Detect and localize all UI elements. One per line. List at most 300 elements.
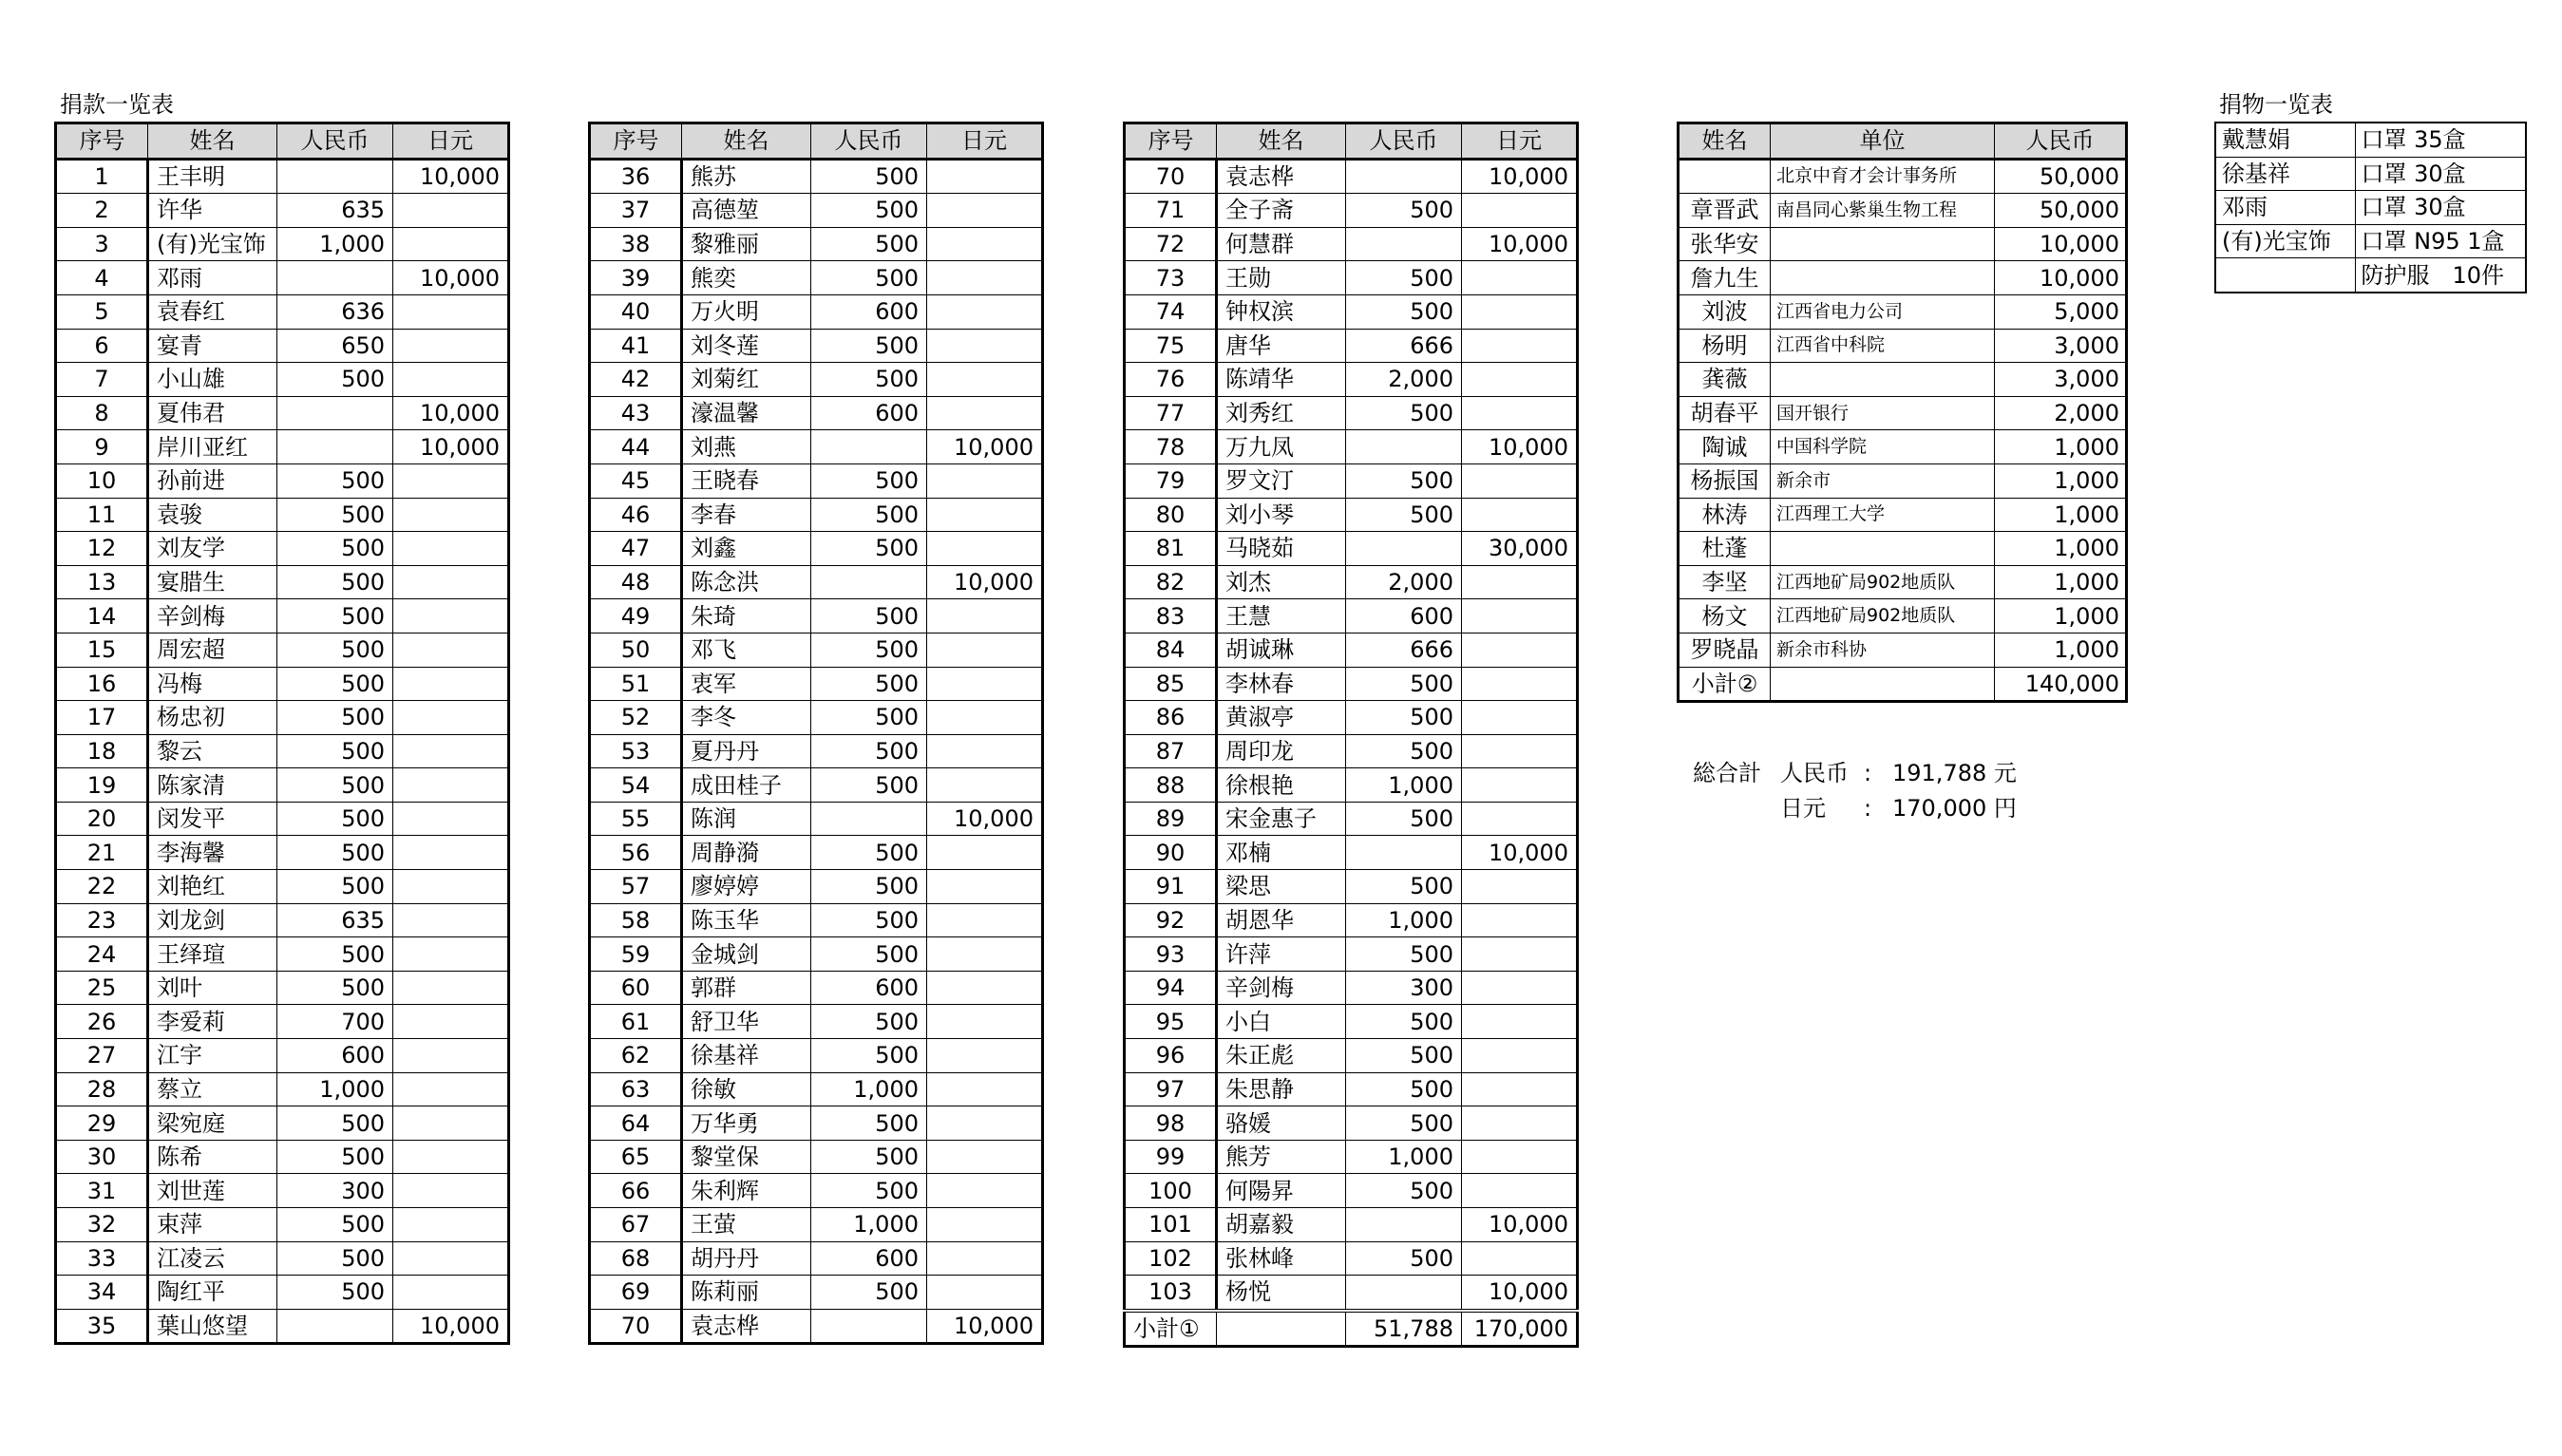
donor-row [56,565,509,599]
donor-seq: 59 [590,937,682,972]
grand-total-rmb-colon: : [1864,760,1872,786]
donor-rmb: 500 [277,1276,393,1310]
donor-jpy [1462,498,1578,532]
donor-row [56,294,509,329]
donor-seq: 92 [1125,903,1217,937]
donor-rmb: 500 [277,734,393,768]
donor-rmb [1346,1208,1462,1242]
donor-name: 梁思 [1217,870,1346,904]
donor-jpy: 30,000 [1462,532,1578,566]
donor-seq: 68 [590,1241,682,1276]
donor-rmb: 500 [1346,1005,1462,1039]
donor-jpy [393,903,509,937]
donor-name: 袁志桦 [1217,159,1346,194]
donor-name: 刘小琴 [1217,498,1346,532]
donor-rmb: 500 [811,463,927,498]
donor-name: 宴腊生 [148,565,277,599]
donor-seq: 96 [1125,1039,1217,1073]
donation-table-2 [588,122,1044,1345]
donor-name: 熊芳 [1217,1140,1346,1174]
donor-jpy [1462,261,1578,295]
donor-name: 黎雅丽 [682,227,811,261]
donor-rmb: 500 [277,1241,393,1276]
donor-jpy: 10,000 [393,1309,509,1344]
donor-row [1125,261,1578,295]
donor-rmb: 500 [1346,1241,1462,1276]
donor-seq: 73 [1125,261,1217,295]
donor-row [56,430,509,464]
donor-jpy [927,363,1043,397]
donor-jpy [1462,1106,1578,1141]
donor-name: 葉山悠望 [148,1309,277,1344]
organization-unit [1771,227,1995,261]
organization-contact: 杨振国 [1679,463,1771,498]
donor-row [56,396,509,430]
organization-contact: 章晋武 [1679,194,1771,228]
donor-row [590,836,1043,870]
donor-rmb [811,565,927,599]
organization-rmb: 1,000 [1995,599,2127,633]
donor-row [590,227,1043,261]
donor-seq: 52 [590,701,682,735]
organization-rmb: 1,000 [1995,633,2127,667]
donor-rmb [277,1309,393,1344]
donor-jpy [393,734,509,768]
donor-seq: 53 [590,734,682,768]
donor-seq: 101 [1125,1208,1217,1242]
donor-name: 江凌云 [148,1241,277,1276]
donor-name: 袁志桦 [682,1309,811,1344]
donor-name: 闵发平 [148,802,277,836]
donor-seq: 10 [56,463,148,498]
donor-jpy [927,194,1043,228]
donor-row [1125,633,1578,667]
donor-row [56,261,509,295]
donor-seq: 16 [56,667,148,701]
donor-rmb: 500 [811,363,927,397]
goods-donor: 徐基祥 [2215,157,2355,191]
donor-row [590,903,1043,937]
donor-name: 陈润 [682,802,811,836]
donor-name: 许华 [148,194,277,228]
goods-donor: 戴慧娟 [2215,123,2355,157]
donor-name: 熊奕 [682,261,811,295]
organization-row [1679,430,2127,464]
header-unit: 单位 [1771,123,1995,160]
donor-rmb: 500 [811,227,927,261]
donor-seq: 41 [590,329,682,363]
donor-seq: 66 [590,1174,682,1208]
donor-name: 刘菊红 [682,363,811,397]
donor-row [590,1106,1043,1141]
donor-rmb: 500 [811,1005,927,1039]
donor-name: 陈希 [148,1140,277,1174]
donor-rmb: 500 [811,1276,927,1310]
donor-seq: 89 [1125,802,1217,836]
donor-row [1125,599,1578,633]
donation-table-1 [54,122,510,1345]
donor-seq: 7 [56,363,148,397]
donor-jpy [927,1140,1043,1174]
donor-name: 袁骏 [148,498,277,532]
donor-row [590,937,1043,972]
donor-seq: 94 [1125,971,1217,1005]
donor-jpy [927,1276,1043,1310]
donor-name: 夏伟君 [148,396,277,430]
donor-row [1125,329,1578,363]
donor-seq: 18 [56,734,148,768]
donor-row [56,1309,509,1344]
donor-row [1125,159,1578,194]
donor-name: 邓楠 [1217,836,1346,870]
donor-row [590,430,1043,464]
donor-name: 邓飞 [682,633,811,667]
donor-seq: 79 [1125,463,1217,498]
organization-row [1679,261,2127,295]
donor-row [590,1174,1043,1208]
goods-row [2215,258,2526,293]
donor-rmb: 500 [811,1039,927,1073]
donor-rmb: 500 [1346,294,1462,329]
donor-jpy [1462,937,1578,972]
donor-jpy [393,599,509,633]
donor-rmb: 500 [277,937,393,972]
donor-jpy [927,159,1043,194]
donor-row [56,802,509,836]
donor-row [56,1241,509,1276]
organization-rmb: 1,000 [1995,463,2127,498]
cash-list-title: 捐款一览表 [60,91,174,118]
donor-seq: 6 [56,329,148,363]
donor-seq: 50 [590,633,682,667]
goods-row [2215,224,2526,258]
donor-row [590,1276,1043,1310]
donor-jpy [393,463,509,498]
donor-row [590,1039,1043,1073]
donor-row [56,1276,509,1310]
donor-name: 李海馨 [148,836,277,870]
goods-donor: 邓雨 [2215,191,2355,225]
donor-jpy [1462,1241,1578,1276]
donor-seq: 83 [1125,599,1217,633]
organization-row [1679,194,2127,228]
donor-jpy [393,532,509,566]
organization-contact: 李坚 [1679,565,1771,599]
donor-name: 刘世莲 [148,1174,277,1208]
goods-row [2215,191,2526,225]
donor-jpy [393,194,509,228]
donor-jpy [393,802,509,836]
donor-rmb: 636 [277,294,393,329]
donor-row [56,1174,509,1208]
donor-jpy [393,971,509,1005]
donor-jpy [393,294,509,329]
donor-row [590,363,1043,397]
donor-row [56,903,509,937]
donor-seq: 12 [56,532,148,566]
donor-name: 许萍 [1217,937,1346,972]
donor-name: 周印龙 [1217,734,1346,768]
donor-rmb: 2,000 [1346,565,1462,599]
donor-seq: 24 [56,937,148,972]
donor-seq: 2 [56,194,148,228]
donor-row [590,463,1043,498]
donor-rmb: 500 [1346,261,1462,295]
donor-seq: 99 [1125,1140,1217,1174]
donor-jpy [927,870,1043,904]
donor-jpy [1462,1005,1578,1039]
donor-seq: 67 [590,1208,682,1242]
donor-jpy [393,1005,509,1039]
donor-row [1125,227,1578,261]
donor-rmb: 500 [277,498,393,532]
donor-name: 黄淑亭 [1217,701,1346,735]
header-seq: 序号 [590,123,682,160]
donor-seq: 9 [56,430,148,464]
donor-name: 唐华 [1217,329,1346,363]
donor-rmb: 1,000 [811,1072,927,1106]
donor-jpy [393,1174,509,1208]
donor-rmb: 500 [1346,937,1462,972]
donor-seq: 33 [56,1241,148,1276]
donor-row [56,971,509,1005]
donor-row [1125,802,1578,836]
donor-jpy: 10,000 [1462,1276,1578,1311]
donor-seq: 54 [590,768,682,803]
donor-name: 刘叶 [148,971,277,1005]
donor-row [590,1241,1043,1276]
donor-rmb [1346,532,1462,566]
donor-name: 黎云 [148,734,277,768]
donor-rmb [1346,227,1462,261]
donor-seq: 1 [56,159,148,194]
donor-row [56,633,509,667]
donor-jpy [1462,903,1578,937]
donor-seq: 81 [1125,532,1217,566]
donor-name: 陈玉华 [682,903,811,937]
donor-row [590,802,1043,836]
donor-rmb: 500 [811,599,927,633]
donor-seq: 43 [590,396,682,430]
donor-name: 刘燕 [682,430,811,464]
donor-row [590,1309,1043,1344]
organization-contact [1679,159,1771,194]
donor-seq: 44 [590,430,682,464]
organization-rmb: 50,000 [1995,194,2127,228]
donor-jpy: 10,000 [393,396,509,430]
donor-jpy: 10,000 [927,802,1043,836]
donor-name: 濠温馨 [682,396,811,430]
donor-seq: 15 [56,633,148,667]
donor-seq: 74 [1125,294,1217,329]
donor-rmb [277,159,393,194]
donor-name: 周宏超 [148,633,277,667]
donor-seq: 75 [1125,329,1217,363]
donor-name: 朱琦 [682,599,811,633]
organization-rmb: 10,000 [1995,227,2127,261]
donor-name: 徐根艳 [1217,768,1346,803]
donor-seq: 21 [56,836,148,870]
donor-jpy [1462,633,1578,667]
donor-seq: 69 [590,1276,682,1310]
donor-row [56,227,509,261]
donor-row [1125,870,1578,904]
donor-row [56,870,509,904]
donor-rmb: 666 [1346,329,1462,363]
donor-row [1125,194,1578,228]
header-name: 姓名 [682,123,811,160]
donor-jpy: 10,000 [927,565,1043,599]
donor-rmb: 500 [1346,667,1462,701]
organization-unit: 中国科学院 [1771,430,1995,464]
grand-total-jpy-colon: : [1864,795,1872,822]
donor-row [590,768,1043,803]
donor-row [1125,1005,1578,1039]
donor-jpy [927,633,1043,667]
donor-seq: 85 [1125,667,1217,701]
donor-row [56,734,509,768]
donor-name: 宋金惠子 [1217,802,1346,836]
donor-name: 骆媛 [1217,1106,1346,1141]
donor-rmb: 500 [811,633,927,667]
donor-jpy [927,463,1043,498]
donor-seq: 86 [1125,701,1217,735]
header-seq: 序号 [56,123,148,160]
donor-jpy: 10,000 [1462,159,1578,194]
donor-seq: 4 [56,261,148,295]
donor-rmb: 500 [811,734,927,768]
donor-rmb: 500 [277,363,393,397]
donor-seq: 25 [56,971,148,1005]
organization-contact: 杨文 [1679,599,1771,633]
donor-row [590,734,1043,768]
donor-row [1125,294,1578,329]
donor-row [590,599,1043,633]
donor-jpy [927,937,1043,972]
donor-rmb: 500 [811,1106,927,1141]
donor-jpy [393,1072,509,1106]
donor-name: 郭群 [682,971,811,1005]
donor-rmb [1346,1276,1462,1311]
donor-name: 王晓春 [682,463,811,498]
donor-name: 万华勇 [682,1106,811,1141]
organization-unit: 江西省中科院 [1771,329,1995,363]
donor-seq: 29 [56,1106,148,1141]
donor-jpy [393,1140,509,1174]
organization-row [1679,159,2127,194]
goods-donor: (有)光宝饰 [2215,224,2355,258]
donor-row [1125,1174,1578,1208]
donor-jpy [1462,802,1578,836]
donor-name: 陈念洪 [682,565,811,599]
donor-jpy [927,261,1043,295]
donor-rmb: 500 [277,463,393,498]
donor-rmb: 1,000 [277,227,393,261]
donor-rmb [277,261,393,295]
donor-seq: 32 [56,1208,148,1242]
donor-name: 孙前进 [148,463,277,498]
donor-rmb: 500 [1346,701,1462,735]
donor-name: 高德堃 [682,194,811,228]
donor-name: 胡嘉毅 [1217,1208,1346,1242]
organization-contact: 龚薇 [1679,363,1771,397]
donor-name: 徐基祥 [682,1039,811,1073]
donor-seq: 5 [56,294,148,329]
donor-row [56,1140,509,1174]
donor-jpy [393,565,509,599]
donor-rmb: 500 [811,701,927,735]
donor-jpy [393,227,509,261]
donor-rmb: 600 [811,294,927,329]
organization-row [1679,599,2127,633]
donor-seq: 30 [56,1140,148,1174]
grand-total-rmb-label: 人民币 [1780,760,1849,786]
donor-name: 陶红平 [148,1276,277,1310]
donor-seq: 49 [590,599,682,633]
donor-row [1125,667,1578,701]
donor-jpy [927,599,1043,633]
donor-name: (有)光宝饰 [148,227,277,261]
donor-seq: 39 [590,261,682,295]
donor-rmb: 500 [277,565,393,599]
donor-jpy [927,227,1043,261]
donor-row [590,870,1043,904]
donor-row [56,498,509,532]
donor-seq: 51 [590,667,682,701]
donor-row [56,701,509,735]
donor-jpy [927,667,1043,701]
donor-jpy [927,329,1043,363]
donor-jpy [393,633,509,667]
grand-total [1693,756,2017,826]
donor-rmb: 500 [277,701,393,735]
donor-name: 袁春红 [148,294,277,329]
donor-name: 刘秀红 [1217,396,1346,430]
donor-rmb [1346,836,1462,870]
donor-name: 王勋 [1217,261,1346,295]
donor-rmb: 500 [277,599,393,633]
donor-seq: 11 [56,498,148,532]
donor-rmb: 500 [1346,802,1462,836]
donor-jpy [1462,599,1578,633]
organization-unit [1771,532,1995,566]
donor-jpy [1462,194,1578,228]
organization-unit: 新余市 [1771,463,1995,498]
donor-seq: 34 [56,1276,148,1310]
donor-row [1125,701,1578,735]
donor-name: 舒卫华 [682,1005,811,1039]
donor-rmb: 500 [277,1106,393,1141]
donor-row [590,194,1043,228]
donor-rmb: 500 [1346,498,1462,532]
donor-jpy [927,1106,1043,1141]
header-rmb: 人民币 [1346,123,1462,160]
donor-row [590,1072,1043,1106]
donor-jpy [393,329,509,363]
donor-jpy: 10,000 [927,1309,1043,1344]
donor-rmb: 500 [277,802,393,836]
donor-seq: 40 [590,294,682,329]
donor-seq: 56 [590,836,682,870]
donor-rmb: 700 [277,1005,393,1039]
donor-rmb: 500 [811,159,927,194]
organization-contact: 陶诚 [1679,430,1771,464]
donor-seq: 80 [1125,498,1217,532]
organization-rmb: 1,000 [1995,565,2127,599]
donor-name: 熊苏 [682,159,811,194]
donor-name: 王绎瑄 [148,937,277,972]
organization-row [1679,532,2127,566]
